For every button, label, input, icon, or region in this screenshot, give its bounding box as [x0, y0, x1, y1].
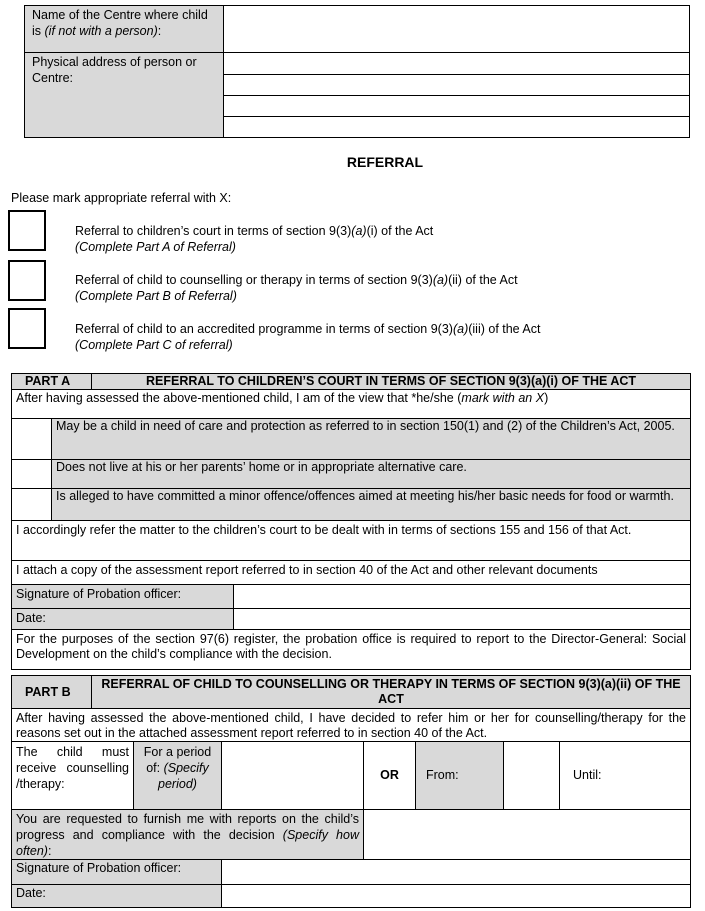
part-a-register-text: For the purposes of the section 97(6) register, the probation office is required to report to the Director-General: Social Development on the child’s compliance with the decision. [12, 630, 691, 670]
address-label-cell [24, 52, 224, 138]
referral-option-part-b [75, 272, 518, 304]
part-b-reports-text [12, 810, 364, 860]
referral-option-text-end: (ii) of the Act [448, 273, 518, 287]
part-b-intro: After having assessed the above-mentioned child, I have decided to refer him or her for counselling/therapy for the reasons set out in the attached assessment report referred to in section 40 of the Act. [12, 709, 691, 742]
centre-name-label: Name of the Centre where child is [32, 8, 208, 38]
part-b-from-label: From: [416, 742, 504, 810]
part-a-refer-text: I accordingly refer the matter to the children’s court to be dealt with in terms of sections 155 and 156 of that Act. [12, 521, 691, 561]
referral-option-note: (Complete Part C of referral) [75, 338, 233, 352]
referral-title: REFERRAL [346, 154, 424, 170]
address-field-line-4[interactable] [223, 116, 690, 138]
referral-option-text: Referral of child to counselling or therapy in terms of section 9(3) [75, 273, 433, 287]
part-b-date-field[interactable] [222, 885, 691, 908]
part-b-date-label: Date: [12, 885, 222, 908]
referral-option-text: Referral of child to an accredited programme in terms of section 9(3) [75, 322, 453, 336]
part-a-item-2-checkbox[interactable] [12, 460, 52, 489]
address-field-line-2[interactable] [223, 74, 690, 96]
referral-option-italic: (a) [351, 224, 367, 238]
referral-option-note: (Complete Part A of Referral) [75, 240, 236, 254]
centre-name-label-colon: : [157, 24, 162, 38]
part-a-date-label: Date: [12, 609, 234, 630]
referral-checkbox-part-a[interactable] [8, 210, 46, 251]
address-field-line-1[interactable] [223, 52, 690, 75]
part-b-label: PART B [12, 676, 92, 709]
part-b-table [11, 675, 691, 908]
centre-name-field[interactable] [223, 5, 690, 53]
part-b-signature-label: Signature of Probation officer: [12, 860, 222, 885]
referral-option-italic: (a) [452, 322, 469, 336]
part-a-attach-text: I attach a copy of the assessment report referred to in section 40 of the Act and other relevant documents [12, 561, 691, 585]
part-b-heading: REFERRAL OF CHILD TO COUNSELLING OR THERAPY IN TERMS OF SECTION 9(3)(a)(ii) OF THE ACT [92, 676, 691, 709]
part-b-period-field[interactable] [222, 742, 364, 810]
address-label: Physical address of person or Centre: [32, 55, 197, 85]
referral-option-note: (Complete Part B of Referral) [75, 289, 237, 303]
referral-instruction: Please mark appropriate referral with X: [11, 191, 232, 205]
referral-checkbox-part-c[interactable] [8, 308, 46, 349]
referral-option-text-end: (i) of the Act [366, 224, 434, 238]
part-b-reports-field[interactable] [364, 810, 691, 860]
referral-option-part-c [75, 321, 540, 353]
part-a-intro-text: After having assessed the above-mentioned child, I am of the view that *he/she ( [16, 391, 462, 405]
address-field-line-3[interactable] [223, 95, 690, 117]
referral-option-italic: (a) [432, 273, 449, 287]
part-a-signature-field[interactable] [234, 585, 691, 609]
referral-option-part-a [75, 223, 433, 255]
referral-option-text: Referral to children’s court in terms of section 9(3) [75, 224, 352, 238]
part-a-item-1: May be a child in need of care and protection as referred to in section 150(1) and (2) of the Children’s Act, 2005. [52, 419, 691, 460]
part-b-reports-italic: (Specify how often) [16, 828, 359, 858]
part-a-label: PART A [12, 374, 92, 390]
centre-name-label-cell [24, 5, 224, 53]
part-b-reports-colon: : [47, 844, 52, 858]
part-a-intro [12, 390, 691, 419]
part-a-item-3-checkbox[interactable] [12, 489, 52, 521]
part-a-table [11, 373, 691, 670]
part-b-signature-field[interactable] [222, 860, 691, 885]
part-a-intro-end: ) [544, 391, 549, 405]
part-b-or-label: OR [364, 742, 416, 810]
part-b-period-text: For a period of: [143, 745, 212, 775]
part-a-item-2: Does not live at his or her parents’ home or in appropriate alternative care. [52, 460, 691, 489]
part-a-item-3: Is alleged to have committed a minor offence/offences aimed at meeting his/her basic needs for food or warmth. [52, 489, 691, 521]
part-b-until-label: Until: [573, 768, 602, 782]
part-b-until-label-cell [560, 742, 691, 810]
centre-name-label-italic: (if not with a person) [44, 24, 158, 38]
part-a-heading: REFERRAL TO CHILDREN’S COURT IN TERMS OF SECTION 9(3)(a)(i) OF THE ACT [92, 374, 691, 390]
part-a-intro-italic: mark with an X [461, 391, 545, 405]
part-a-item-1-checkbox[interactable] [12, 419, 52, 460]
referral-option-text-end: (iii) of the Act [468, 322, 541, 336]
referral-checkbox-part-b[interactable] [8, 260, 46, 301]
part-b-reports-body: You are requested to furnish me with reports on the child’s progress and compliance with the decision [16, 812, 359, 842]
part-b-period-label [134, 742, 222, 810]
part-a-signature-label: Signature of Probation officer: [12, 585, 234, 609]
part-b-must-receive: The child must receive counselling /therapy: [12, 742, 134, 810]
part-b-period-italic: (Specify period) [158, 761, 209, 791]
part-a-date-field[interactable] [234, 609, 691, 630]
part-b-from-field[interactable] [504, 742, 560, 810]
